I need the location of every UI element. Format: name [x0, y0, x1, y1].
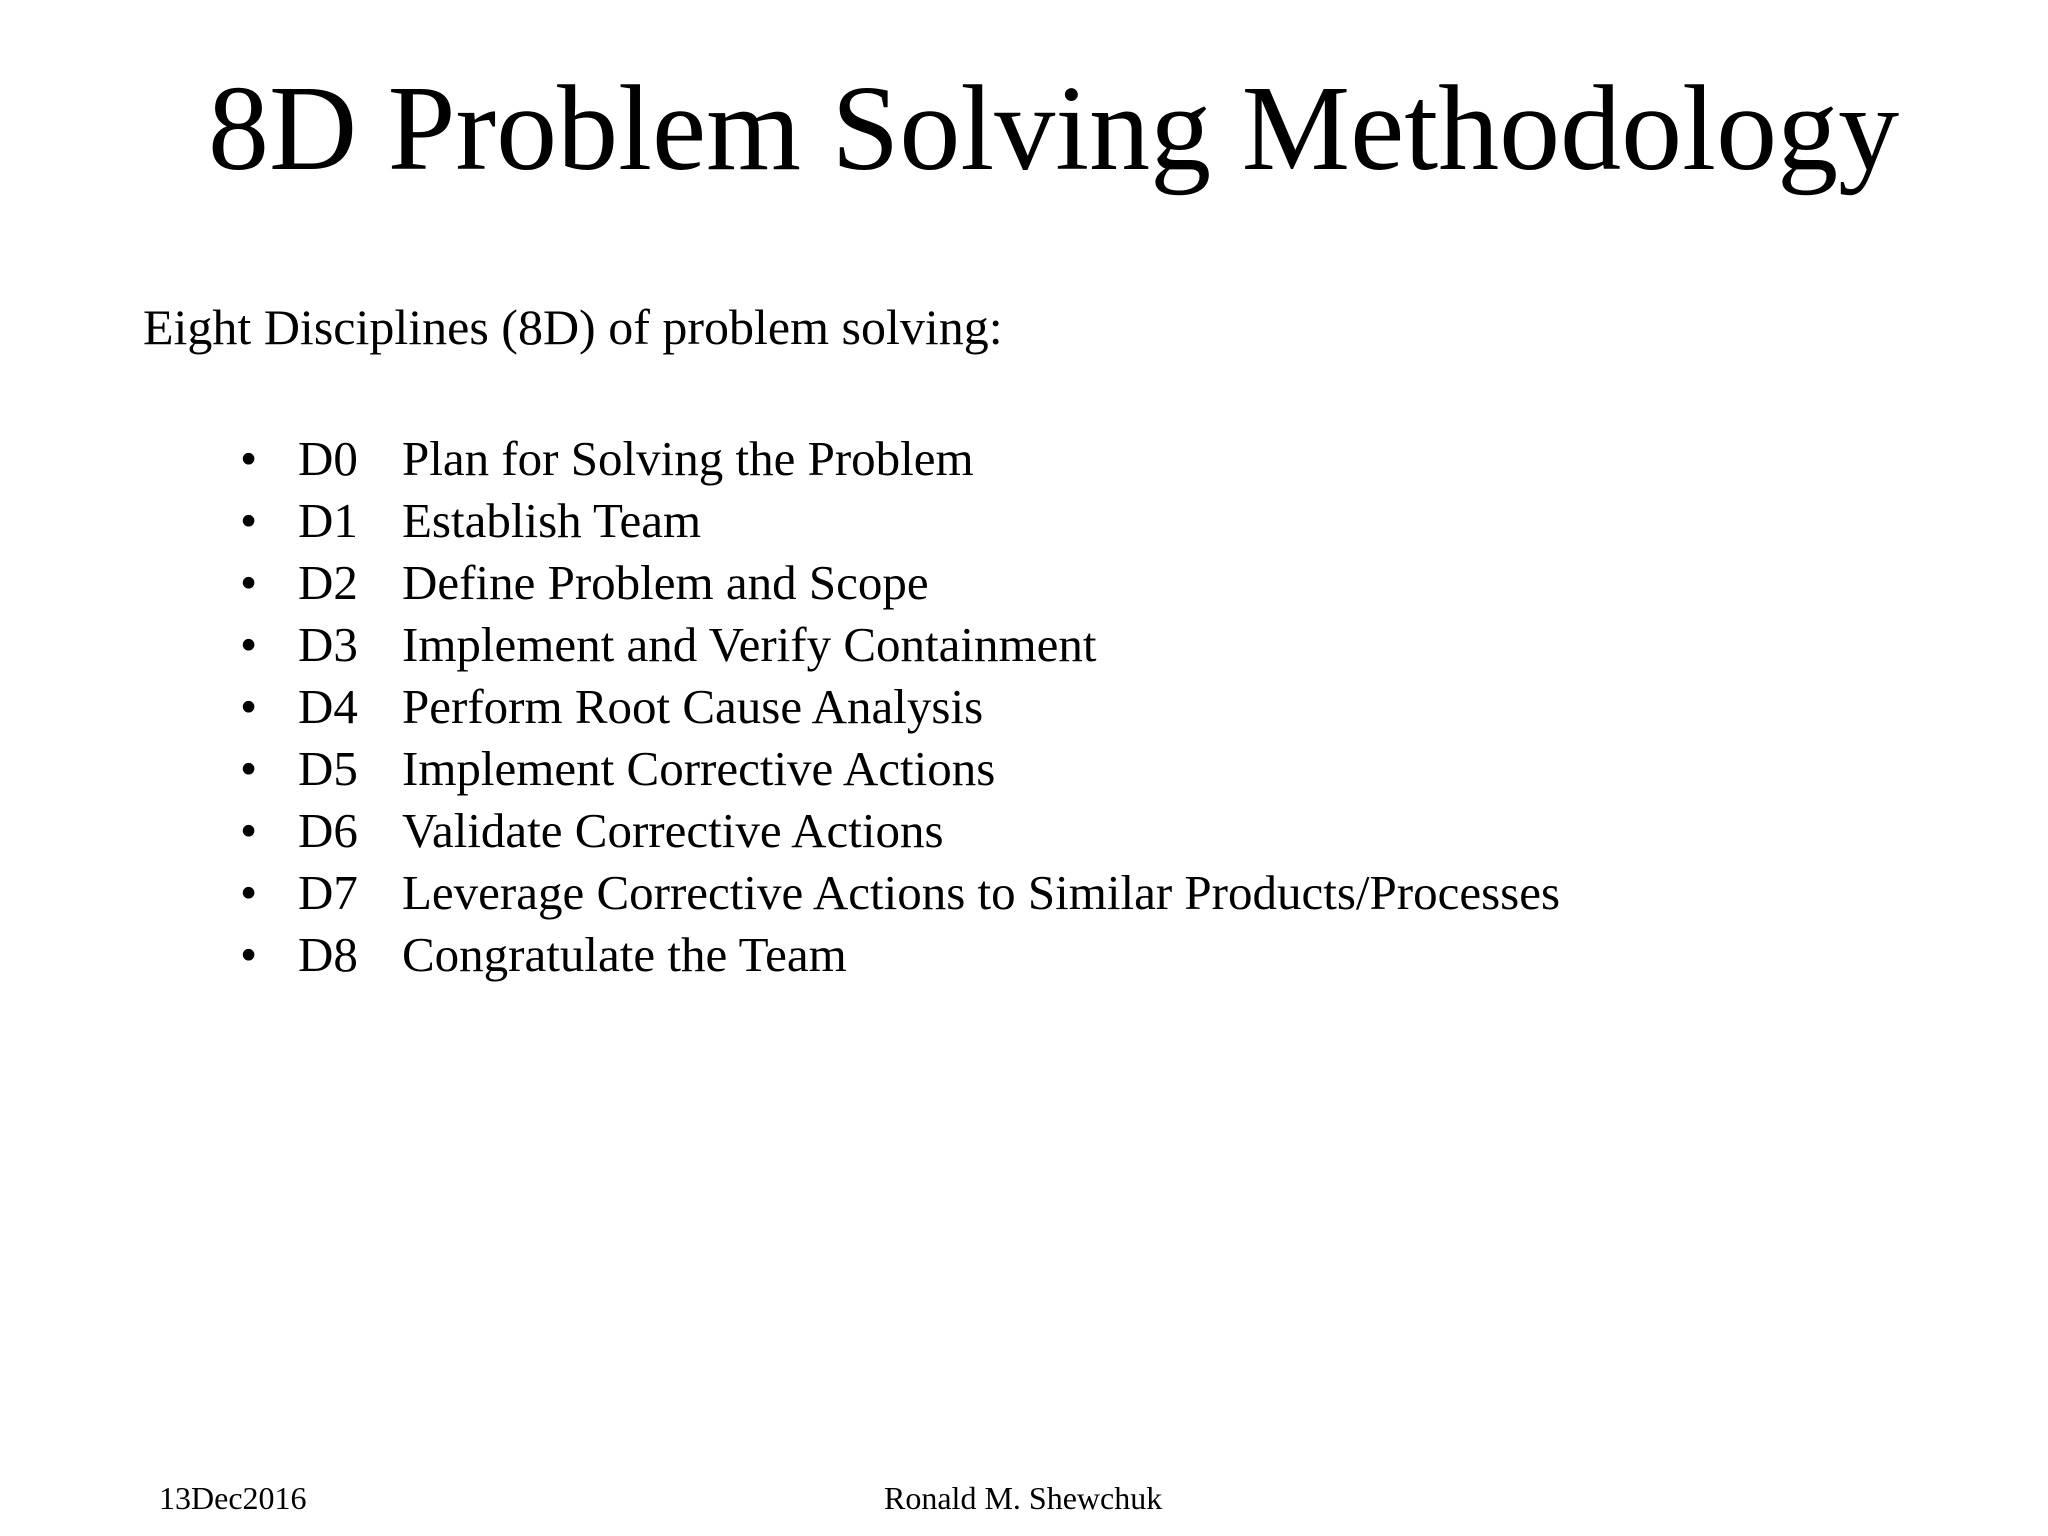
discipline-label: Plan for Solving the Problem	[402, 431, 974, 486]
discipline-item-d8	[240, 924, 1560, 986]
discipline-item-d5	[240, 738, 1560, 800]
discipline-label: Leverage Corrective Actions to Similar Products/Processes	[402, 865, 1561, 920]
bullet-icon: •	[240, 679, 258, 734]
discipline-code: D7	[298, 865, 358, 920]
discipline-label: Validate Corrective Actions	[402, 803, 944, 858]
discipline-item-d6	[240, 800, 1560, 862]
bullet-icon: •	[240, 431, 258, 486]
discipline-code: D8	[298, 927, 358, 982]
discipline-code: D6	[298, 803, 358, 858]
intro-text: Eight Disciplines (8D) of problem solving:	[143, 299, 1003, 355]
discipline-code: D0	[298, 431, 358, 486]
discipline-item-d4	[240, 676, 1560, 738]
footer-author: Ronald M. Shewchuk	[884, 1480, 1163, 1516]
discipline-label: Define Problem and Scope	[402, 555, 929, 610]
discipline-list	[240, 428, 1560, 986]
bullet-icon: •	[240, 493, 258, 548]
discipline-label: Implement Corrective Actions	[402, 741, 996, 796]
bullet-icon: •	[240, 617, 258, 672]
discipline-item-d2	[240, 552, 1560, 614]
discipline-label: Perform Root Cause Analysis	[402, 679, 984, 734]
bullet-icon: •	[240, 555, 258, 610]
bullet-icon: •	[240, 803, 258, 858]
discipline-item-d0	[240, 428, 1560, 490]
footer-date: 13Dec2016	[159, 1480, 307, 1516]
discipline-item-d3	[240, 614, 1560, 676]
discipline-label: Establish Team	[402, 493, 702, 548]
discipline-item-d1	[240, 490, 1560, 552]
discipline-item-d7	[240, 862, 1560, 924]
discipline-label: Congratulate the Team	[402, 927, 847, 982]
discipline-code: D3	[298, 617, 358, 672]
discipline-code: D1	[298, 493, 358, 548]
bullet-icon: •	[240, 865, 258, 920]
discipline-code: D4	[298, 679, 358, 734]
discipline-code: D2	[298, 555, 358, 610]
bullet-icon: •	[240, 927, 258, 982]
slide-title: 8D Problem Solving Methodology	[208, 61, 1900, 196]
bullet-icon: •	[240, 741, 258, 796]
discipline-code: D5	[298, 741, 358, 796]
discipline-label: Implement and Verify Containment	[402, 617, 1097, 672]
